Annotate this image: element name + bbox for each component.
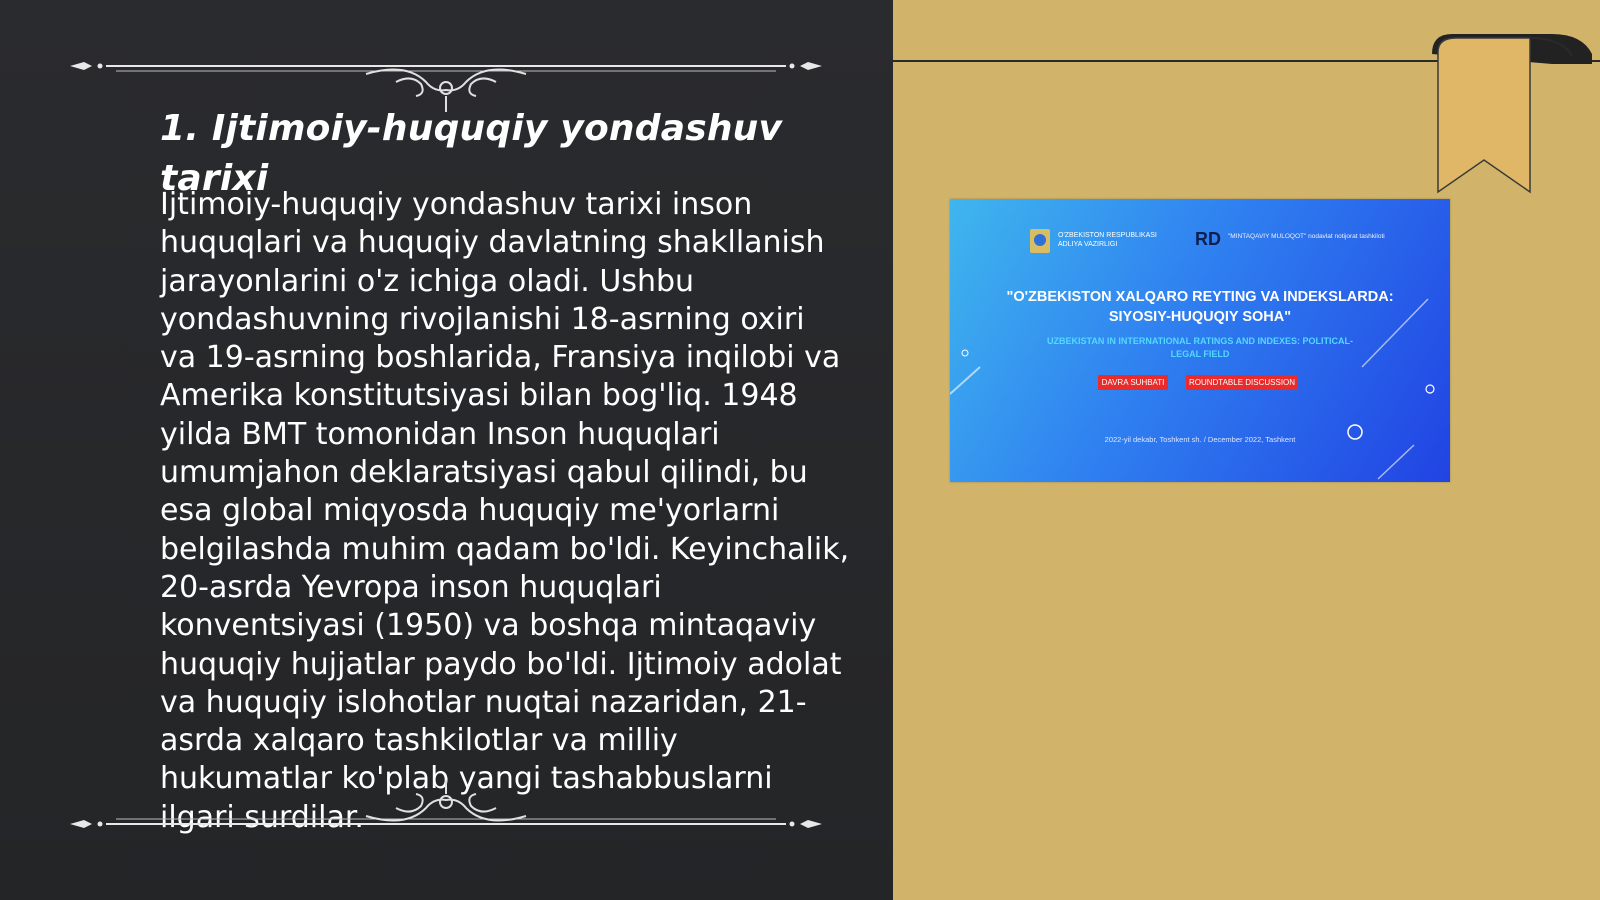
banner-event-subtitle: UZBEKISTAN IN INTERNATIONAL RATINGS AND INDEXES: POLITICAL-LEGAL FIELD (1047, 336, 1353, 359)
event-banner-image (950, 199, 1450, 482)
banner-tag-davra: DAVRA SUHBATI (1098, 375, 1168, 390)
banner-date: 2022-yil dekabr, Toshkent sh. / December 2022, Tashkent (1104, 435, 1296, 444)
banner-org-ministry: O'ZBEKISTON RESPUBLIKASI ADLIYA VAZIRLIGI (1058, 232, 1157, 248)
banner-tag-roundtable: ROUNDTABLE DISCUSSION (1186, 375, 1298, 390)
slide-body-text: Ijtimoiy-huquqiy yondashuv tarixi inson huquqlari va huquqiy davlatning shakllanish jarayonlarini o'z ichiga oladi. Ushbu yondashuvning rivojlanishi 18-asrning oxiri va 19-asrning boshlarida, Fransiya inqilobi va Amerika konstitutsiyasi bilan bog'liq. 1948 yilda BMT tomonidan Inson huquqlari umumjahon deklaratsiyasi qabul qilindi, bu esa global miqyosda huquqiy me'yorlarni belgilashda muhim qadam bo'ldi. Keyinchalik, 20-asrda Yevropa inson huquqlari konventsiyasi (1950) va boshqa mintaqaviy huquqiy hujjatlar paydo bo'ldi. Ijtimoiy adolat va huquqiy islohotlar nuqtai nazaridan, 21-asrda xalqaro tashkilotlar va milliy hukumatlar ko'plab yangi tashabbuslarni ilgari surdilar. (160, 187, 850, 835)
slide-title: 1. Ijtimoiy-huquqiy yondashuv tarixi (160, 108, 783, 199)
banner-org-dialogue: "MINTAQAVIY MULOQOT" nodavlat notijorat tashkiloti (1228, 233, 1385, 240)
banner-event-title: "O'ZBEKISTON XALQARO REYTING VA INDEKSLARDA: SIYOSIY-HUQUQIY SOHA" (1006, 289, 1394, 325)
bookmark-ribbon-icon (1432, 34, 1592, 204)
banner-org-logo: RD (1195, 229, 1221, 249)
bottom-ornament-divider (66, 778, 826, 838)
